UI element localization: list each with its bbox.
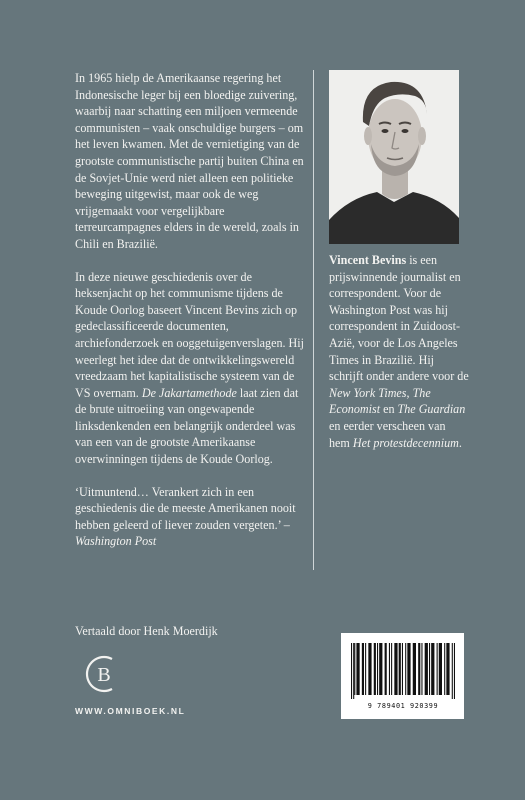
paragraph-2-text: In deze nieuwe geschiedenis over de heksenjacht op het communisme tijdens de Koude Oorlog baseert Vincent Bevins zich op gedeclassificeerde documenten, archiefonderzoek en ooggetuigenverslagen. Hij weerlegt het idee dat de ontwikkelingswereld vreedzaam het kapitalistische systeem van de VS overnam. bbox=[75, 269, 305, 400]
barcode-bar bbox=[407, 643, 410, 695]
publication-nyt: New York Times bbox=[329, 385, 407, 400]
column-divider bbox=[313, 70, 314, 570]
quote-source: Washington Post bbox=[75, 534, 157, 549]
barcode-bar bbox=[446, 643, 449, 695]
barcode-bar bbox=[444, 643, 445, 695]
bio-text: is een prijswinnende journalist en correspondent. Voor de Washington Post was hij correspondent in Zuidoost-Azië, voor de Los Angeles Times in Brazilië. Hij schrijft onder andere voor de bbox=[329, 253, 469, 384]
barcode-guard-bar bbox=[353, 643, 354, 699]
barcode-bar bbox=[418, 643, 420, 695]
bio-text-end: en eerder verscheen van hem bbox=[329, 418, 446, 450]
barcode-bar bbox=[368, 643, 371, 695]
publication-economist: The Economist bbox=[329, 385, 431, 417]
isbn-barcode bbox=[341, 633, 464, 719]
barcode-bar bbox=[389, 643, 390, 695]
barcode-bar bbox=[431, 643, 434, 695]
translator-credit: Vertaald door Henk Moerdijk bbox=[75, 624, 218, 638]
bio-period: . bbox=[458, 435, 462, 450]
publisher-logo bbox=[82, 652, 122, 701]
barcode-bar bbox=[362, 643, 364, 695]
author-photo bbox=[329, 70, 459, 244]
barcode-bar bbox=[377, 643, 378, 695]
barcode-digits: 9 789401 920399 bbox=[367, 702, 439, 710]
barcode-bar bbox=[437, 643, 438, 695]
book-title: De Jakartamethode bbox=[141, 385, 237, 400]
barcode-bar bbox=[399, 643, 401, 695]
barcode-bar bbox=[402, 643, 403, 695]
barcode-bar bbox=[405, 643, 406, 695]
publisher-website: WWW.OMNIBOEK.NL bbox=[75, 706, 186, 716]
barcode-bar bbox=[439, 643, 442, 695]
barcode-bars bbox=[351, 643, 455, 699]
publication-guardian: The Guardian bbox=[397, 402, 466, 417]
barcode-bar bbox=[413, 643, 416, 695]
omniboek-logo-icon bbox=[82, 652, 122, 696]
author-portrait-image bbox=[329, 70, 459, 244]
barcode-bar bbox=[374, 643, 376, 695]
barcode-bar bbox=[356, 643, 359, 695]
description-paragraph-1: In 1965 hielp de Amerikaanse regering het Indonesische leger bij een bloedige zuivering, waarbij naar schatting een miljoen vermeende communisten – vaak onschuldige burgers – om het leven kwamen. Met de vernietiging van de grootste communistische partij buiten China en de Sovjet-Unie werd niet alleen een politieke beweging uitgewist, maar ook de weg vrijgemaakt voor vergelijkbare terreurcampagnes elders in de wereld, zoals in Chili en Brazilië. bbox=[75, 71, 304, 251]
paragraph-2-text-end: laat zien dat de brute uitroeiing van ongewapende linksdenkenden een belangrijk onderdeel was van een van de grootste Amerikaanse overwinningen tijdens de Koude Oorlog. bbox=[75, 385, 299, 467]
barcode-bar bbox=[425, 643, 428, 695]
review-quote bbox=[75, 484, 307, 550]
description-paragraph-2 bbox=[75, 269, 307, 468]
back-cover-description bbox=[75, 70, 307, 550]
logo-letter: B bbox=[97, 664, 111, 686]
barcode-bar bbox=[429, 643, 430, 695]
previous-book-title: Het protestdecennium bbox=[352, 435, 459, 450]
barcode-guard-bar bbox=[452, 643, 453, 699]
barcode-bar bbox=[365, 643, 366, 695]
barcode-bar bbox=[391, 643, 392, 695]
bio-separator: , bbox=[406, 385, 413, 400]
quote-text: ‘Uitmuntend… Verankert zich in een geschiedenis die de meeste Amerikanen nooit hebben geleerd of liever zouden vergeten.’ – bbox=[75, 484, 296, 532]
barcode-guard-bar bbox=[454, 643, 455, 699]
author-bio bbox=[329, 252, 469, 451]
barcode-bar bbox=[421, 643, 422, 695]
barcode-bar bbox=[385, 643, 387, 695]
bio-separator: en bbox=[380, 402, 398, 417]
barcode-bar bbox=[394, 643, 397, 695]
barcode-bar bbox=[379, 643, 382, 695]
author-name: Vincent Bevins bbox=[329, 253, 407, 267]
barcode-guard-bar bbox=[351, 643, 352, 699]
barcode-bar bbox=[354, 643, 355, 695]
